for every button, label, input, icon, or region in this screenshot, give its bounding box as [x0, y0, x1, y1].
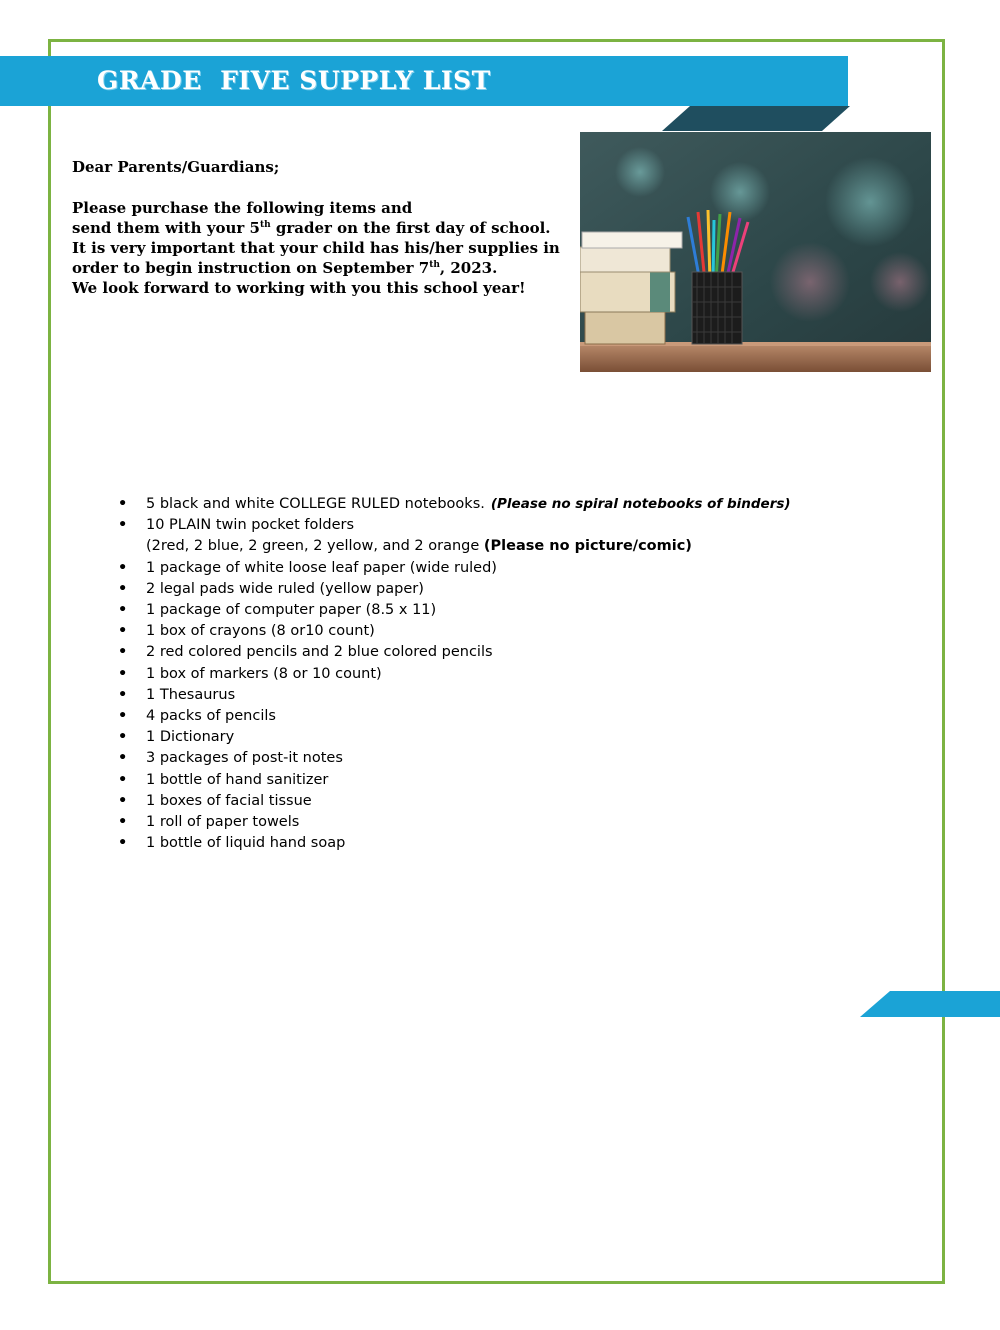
list-item: • 1 roll of paper towels	[118, 814, 300, 831]
list-item: • 1 box of markers (8 or 10 count)	[118, 665, 382, 682]
classroom-photo	[580, 132, 931, 372]
list-item: • 4 packs of pencils	[118, 708, 276, 725]
list-item: • 1 Dictionary	[118, 729, 235, 746]
letter-line: send them with your 5th grader on the first day of school.	[72, 219, 551, 237]
letter-line: Please purchase the following items and	[72, 199, 413, 217]
list-item: • 2 red colored pencils and 2 blue colored pencils	[118, 644, 493, 661]
list-item: • 1 package of computer paper (8.5 x 11)	[118, 602, 437, 619]
list-item: • 1 bottle of hand sanitizer	[118, 771, 329, 788]
letter-greeting: Dear Parents/Guardians;	[72, 158, 280, 176]
list-item: • 1 bottle of liquid hand soap	[118, 835, 346, 852]
page-title: GRADE FIVE SUPPLY LIST	[97, 66, 491, 95]
list-item: • 1 Thesaurus	[118, 686, 236, 703]
letter-line: order to begin instruction on September 7th, 2023.	[72, 259, 498, 277]
list-item: • 3 packages of post-it notes	[118, 750, 343, 767]
letter-line: It is very important that your child has his/her supplies in	[72, 239, 560, 257]
list-item: • 1 package of white loose leaf paper (wide ruled)	[118, 559, 497, 576]
list-item: • 5 black and white COLLEGE RULED notebooks. (Please no spiral notebooks of binders)	[118, 496, 791, 512]
corner-accent-shape	[860, 991, 1000, 1017]
list-item: • 1 box of crayons (8 or10 count)	[118, 623, 375, 640]
supply-list	[118, 494, 978, 854]
parent-letter	[72, 157, 572, 298]
list-item: • 10 PLAIN twin pocket folders (2red, 2 blue, 2 green, 2 yellow, and 2 orange (Please no picture/comic)	[118, 517, 692, 555]
list-item: • 2 legal pads wide ruled (yellow paper)	[118, 580, 424, 597]
banner-accent-shape	[662, 106, 850, 131]
list-item: • 1 boxes of facial tissue	[118, 792, 312, 809]
letter-line: We look forward to working with you this school year!	[72, 279, 526, 297]
